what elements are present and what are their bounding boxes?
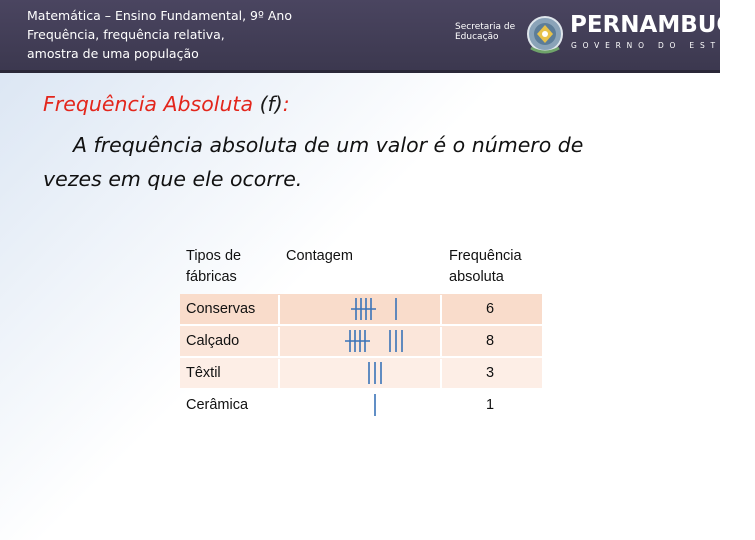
row-frequency: 1 bbox=[486, 397, 495, 413]
tally-svg bbox=[330, 327, 420, 356]
definition-line-2: vezes em que ele ocorre. bbox=[43, 167, 303, 191]
course-title bbox=[27, 6, 357, 63]
row-name: Cerâmica bbox=[186, 397, 249, 413]
state-seal-icon bbox=[525, 12, 565, 56]
brand-name: PERNAMBUCO bbox=[570, 12, 753, 38]
row-name: Calçado bbox=[186, 333, 240, 349]
column-divider bbox=[440, 359, 442, 388]
definition-line-1: A frequência absoluta de um valor é o número de bbox=[73, 133, 584, 157]
header-frequencia bbox=[449, 246, 541, 288]
column-divider bbox=[278, 391, 280, 420]
course-title-line-2: Frequência, frequência relativa, bbox=[27, 27, 225, 42]
header-frequencia-line-2: absoluta bbox=[449, 269, 504, 285]
row-frequency: 8 bbox=[486, 333, 495, 349]
header-tipos-line-1: Tipos de bbox=[186, 248, 242, 264]
course-title-line-3: amostra de uma população bbox=[27, 46, 199, 61]
brand-subtitle: GOVERNO DO ESTADO bbox=[571, 41, 755, 50]
tally-svg bbox=[330, 391, 420, 420]
definition-text bbox=[43, 128, 683, 196]
column-divider bbox=[278, 295, 280, 324]
column-divider bbox=[278, 359, 280, 388]
secretaria-line-2: Educação bbox=[455, 32, 499, 42]
row-name: Têxtil bbox=[186, 365, 221, 381]
frequency-table bbox=[180, 240, 542, 420]
column-divider bbox=[440, 327, 442, 356]
header-bar bbox=[0, 0, 755, 73]
secretaria-label bbox=[455, 22, 517, 42]
column-divider bbox=[440, 391, 442, 420]
heading-colon: : bbox=[282, 92, 290, 116]
table-row bbox=[180, 390, 542, 420]
tally-marks bbox=[330, 359, 420, 388]
row-frequency: 3 bbox=[486, 365, 495, 381]
row-frequency: 6 bbox=[486, 301, 495, 317]
table-row bbox=[180, 326, 542, 356]
tally-svg bbox=[330, 295, 420, 324]
table-header-row bbox=[180, 240, 542, 294]
header-tipos bbox=[186, 246, 266, 288]
row-name: Conservas bbox=[186, 301, 256, 317]
column-divider bbox=[440, 295, 442, 324]
header-contagem: Contagem bbox=[286, 248, 353, 264]
tally-marks bbox=[330, 391, 420, 420]
table-row bbox=[180, 358, 542, 388]
header-frequencia-line-1: Frequência bbox=[449, 248, 522, 264]
column-divider bbox=[278, 327, 280, 356]
secretaria-line-1: Secretaria de bbox=[455, 22, 516, 32]
table-row bbox=[180, 294, 542, 324]
course-title-line-1: Matemática – Ensino Fundamental, 9º Ano bbox=[27, 8, 292, 23]
heading-main: Frequência Absoluta bbox=[43, 92, 260, 116]
slide-heading bbox=[43, 92, 290, 116]
header-tipos-line-2: fábricas bbox=[186, 269, 237, 285]
tally-marks bbox=[330, 295, 420, 324]
heading-symbol: (f) bbox=[259, 92, 283, 116]
tally-marks bbox=[330, 327, 420, 356]
tally-svg bbox=[330, 359, 420, 388]
